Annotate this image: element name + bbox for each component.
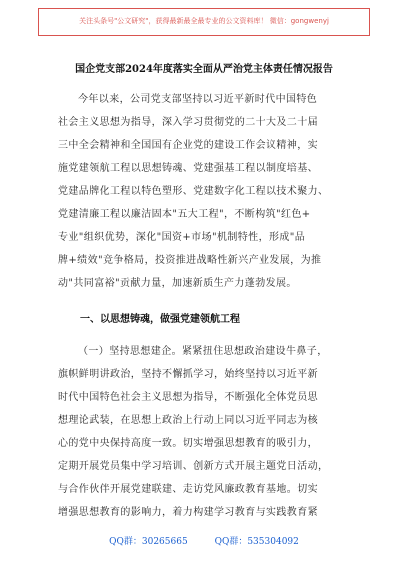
paragraph-line: 动"共同富裕"贡献力量，加速新质生产力蓬勃发展。 [58, 278, 297, 289]
document-title: 国企党支部2024年度落实全面从严治党主体责任情况报告 [75, 64, 333, 75]
section-paragraph [58, 340, 358, 524]
section-heading: 一、以思想铸魂，做强党建领航工程 [80, 314, 240, 325]
intro-paragraph [58, 88, 358, 295]
paragraph-line: 旗帜鲜明讲政治，坚持不懈抓学习，始终坚持以习近平新 [58, 369, 318, 380]
paragraph-line: 增强思想教育的影响力，着力构建学习教育与实践教育紧 [58, 507, 318, 518]
paragraph-line: 施党建领航工程以思想铸魂、党建强基工程以制度培基、 [58, 163, 318, 174]
paragraph-line: 牌+绩效"竞争格局，投资推进战略性新兴产业发展，为推 [58, 255, 322, 266]
paragraph-line: 想理论武装，在思想上政治上行动上同以习近平同志为核 [58, 415, 318, 426]
paragraph-line: 与合作伙伴开展党建联建、走访党风廉政教育基地。切实 [58, 484, 318, 495]
paragraph-line: （一）坚持思想建企。紧紧扭住思想政治建设牛鼻子， [78, 346, 328, 357]
promo-banner [38, 8, 370, 36]
paragraph-line: 定期开展党员集中学习培训、创新方式开展主题党日活动， [58, 461, 329, 472]
paragraph-line: 社会主义思想为指导，深入学习贯彻党的二十大及二十届 [58, 117, 318, 128]
qq-group-1: QQ群：30265665 [109, 537, 188, 547]
footer [0, 534, 408, 547]
paragraph-line: 今年以来，公司党支部坚持以习近平新时代中国特色 [78, 94, 318, 105]
paragraph-line: 党建清廉工程以廉洁固本"五大工程"，不断构筑"红色+ [58, 209, 311, 220]
qq-group-2: QQ群：535304092 [214, 537, 299, 547]
paragraph-line: 党建品牌化工程以特色塑形、党建数字化工程以技术聚力、 [58, 186, 329, 197]
paragraph-line: 三中全会精神和全国国有企业党的建设工作会议精神，实 [58, 140, 318, 151]
paragraph-line: 时代中国特色社会主义思想为指导，不断强化全体党员思 [58, 392, 318, 403]
paragraph-line: 专业"组织优势，深化"国资+市场"机制特性，形成"品 [58, 232, 306, 243]
promo-banner-text: 关注头条号"公文研究"，获得最新最全最专业的公文资料库！ 微信：gongwenyj [79, 17, 329, 25]
paragraph-line: 心的党中央保持高度一致。切实增强思想教育的吸引力， [58, 438, 318, 449]
